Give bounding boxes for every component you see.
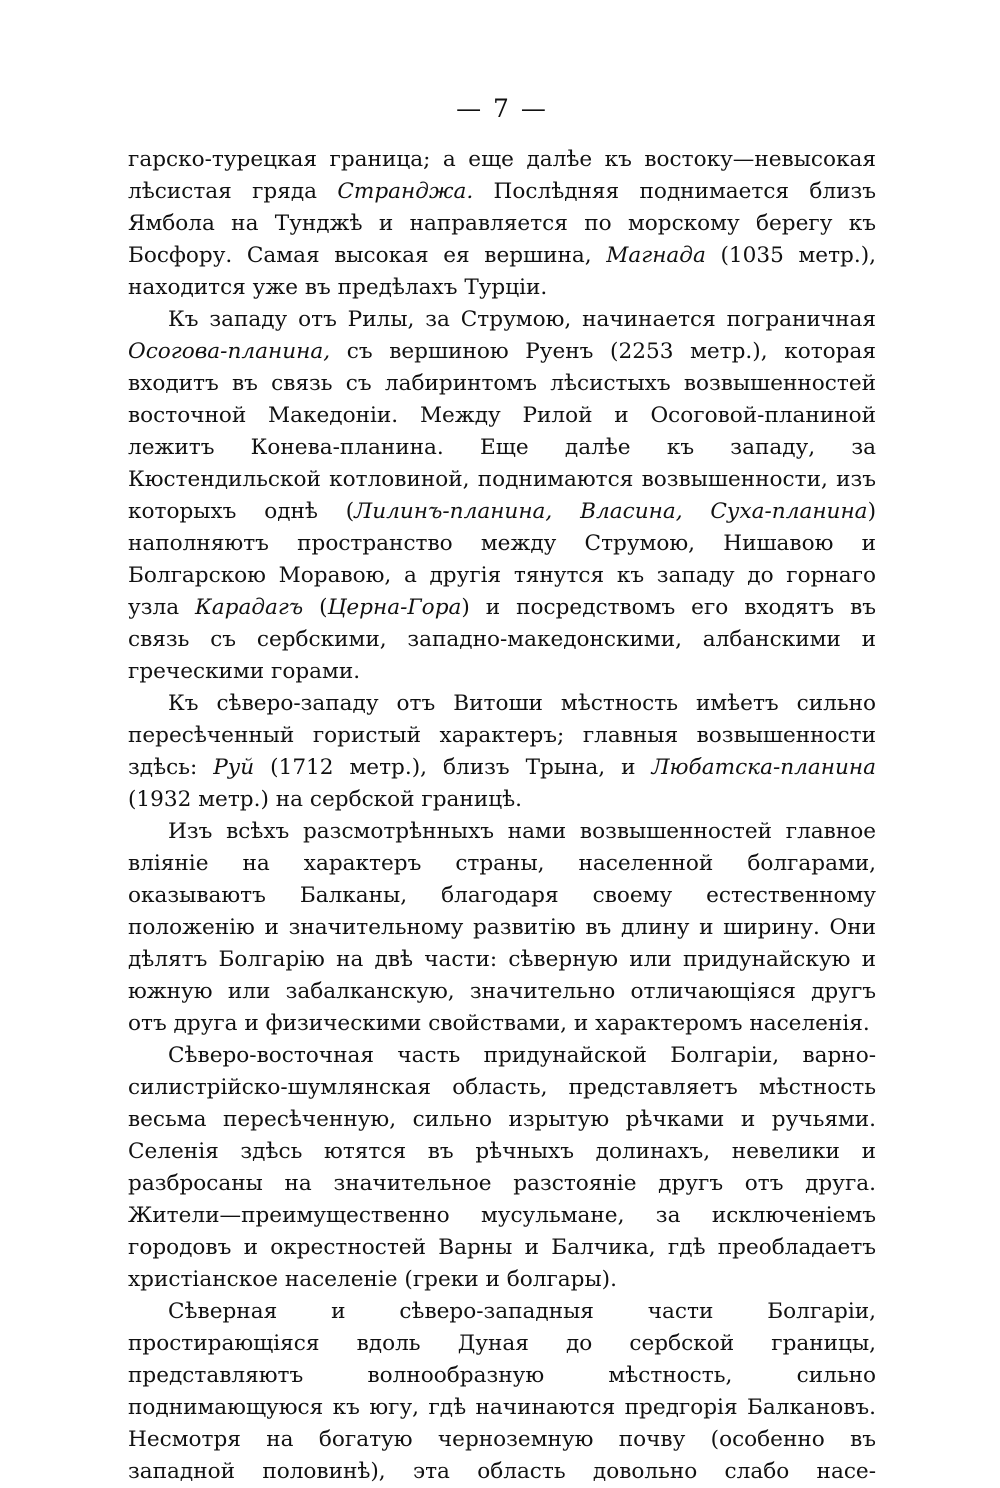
paragraph	[128, 1040, 876, 1296]
italic-term: Странджа.	[337, 179, 474, 204]
text-run: ) наполняютъ пространство между Струмою, Нишавою и Болгарскою Моравою, а другія тянутся къ западу до горнаго узла	[128, 499, 876, 620]
text-run: ) и посредствомъ его входятъ въ связь съ сербскими, западно-македонскими, албанскими и греческими горами.	[128, 595, 876, 684]
italic-term: Осогова-планина,	[128, 339, 331, 364]
text-run: Къ сѣверо-западу отъ Витоши мѣстность имѣетъ сильно пересѣченный гористый характеръ; главныя возвышенности здѣсь:	[128, 691, 876, 780]
paragraph	[128, 144, 876, 304]
document-page	[128, 94, 876, 1488]
text-run: Послѣдняя поднимается близъ Ямбола на Тунджѣ и направляется по морскому берегу къ Босфору. Самая высокая ея вершина,	[128, 179, 877, 268]
text-run: Къ западу отъ Рилы, за Струмою, начинается пограничная	[168, 307, 876, 332]
text-run: (	[303, 595, 328, 620]
italic-term: Карадагъ	[195, 595, 304, 620]
text-run: Изъ всѣхъ разсмотрѣнныхъ нами возвышенностей главное вліяніе на характеръ страны, населенной болгарами, оказываютъ Балканы, благодаря своему естественному положенію и значительному развитію въ длину и ширину. Они дѣлятъ Болгарію на двѣ части: сѣверную или придунайскую и южную или забалканскую, значительно отличающіяся другъ отъ друга и физическими свойствами, и характеромъ населенія.	[128, 819, 876, 1036]
paragraph	[128, 304, 876, 688]
page-number: — 7 —	[456, 94, 548, 123]
italic-term: Руй	[213, 755, 255, 780]
italic-term: Церна-Гора	[327, 595, 462, 620]
paragraph	[128, 816, 876, 1040]
text-run: Сѣверная и сѣверо-западныя части Болгаріи, простирающіяся вдоль Дуная до сербской границы, представляютъ волнообразную мѣстность, сильно поднимающуюся къ югу, гдѣ начинаются предгорія Балкановъ. Несмотря на богатую черноземную почву (особенно въ западной половинѣ), эта область довольно слабо насе-	[128, 1299, 876, 1484]
text-run: (1035 метр.), находится уже въ предѣлахъ Турціи.	[128, 243, 876, 300]
text-run: (1712 метр.), близъ Трына, и	[254, 755, 652, 780]
text-run: гарско-турецкая граница; а еще далѣе къ востоку—невысокая лѣсистая гряда	[128, 147, 876, 204]
text-run: (1932 метр.) на сербской границѣ.	[128, 787, 522, 812]
paragraph	[128, 1296, 876, 1488]
italic-term: Любатска-планина	[651, 755, 876, 780]
text-run: съ вершиною Руенъ (2253 метр.), которая входитъ въ связь съ лабиринтомъ лѣсистыхъ возвышенностей восточной Македоніи. Между Рилой и Осоговой-планиной лежитъ Конева-планина. Еще далѣе къ западу, за Кюстендильской котловиной, поднимаются возвышенности, изъ которыхъ однѣ (	[128, 339, 876, 524]
italic-term: Магнада	[606, 243, 706, 268]
text-run: Сѣверо-восточная часть придунайской Болгаріи, варно-силистрійско-шумлянская область, представляетъ мѣстность весьма пересѣченную, сильно изрытую рѣчками и ручьями. Селенія здѣсь ютятся въ рѣчныхъ долинахъ, невелики и разбросаны на значительное разстояніе другъ отъ друга. Жители—преимущественно мусульмане, за исключеніемъ городовъ и окрестностей Варны и Балчика, гдѣ преобладаетъ христіанское населеніе (греки и болгары).	[128, 1043, 876, 1292]
italic-term: Лилинъ-планина, Власина, Суха-планина	[354, 499, 868, 524]
paragraph	[128, 688, 876, 816]
